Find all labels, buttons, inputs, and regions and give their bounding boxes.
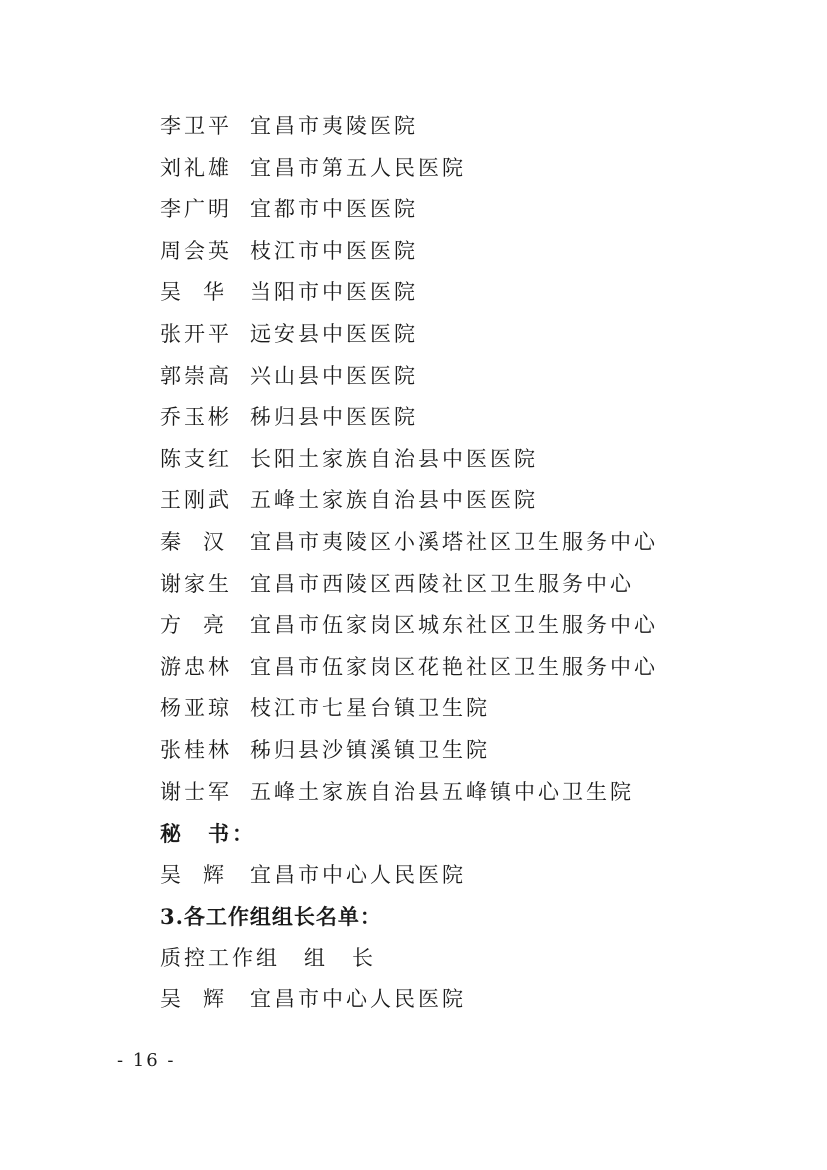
group-title-row [160, 938, 780, 980]
member-name: 周会英 [160, 238, 232, 263]
member-institution: 枝江市中医医院 [250, 238, 418, 263]
member-institution: 长阳土家族自治县中医医院 [250, 446, 538, 471]
member-institution: 当阳市中医医院 [250, 280, 418, 305]
member-row [160, 647, 780, 689]
member-institution: 兴山县中医医院 [250, 363, 418, 388]
member-row [160, 314, 780, 356]
page-number: - 16 - [117, 1050, 176, 1071]
secretary-row [160, 855, 780, 897]
member-institution: 宜昌市夷陵医院 [250, 114, 418, 138]
member-institution: 远安县中医医院 [250, 321, 418, 346]
name-char: 吴 [160, 280, 181, 305]
member-row [160, 231, 780, 273]
secretary-institution: 宜昌市中心人民医院 [250, 862, 466, 887]
name-char: 秦 [160, 529, 181, 554]
member-institution: 宜都市中医医院 [250, 197, 418, 222]
member-name: 李卫平 [160, 114, 232, 138]
member-row [160, 688, 780, 730]
member-name: 杨亚琼 [160, 696, 232, 721]
member-row [160, 522, 780, 564]
member-name: 刘礼雄 [160, 155, 232, 180]
name-char: 方 [160, 613, 181, 638]
document-body [160, 106, 780, 1021]
member-name: 谢士军 [160, 779, 232, 804]
member-name: 陈支红 [160, 446, 232, 471]
group-title: 质控工作组 组 长 [160, 945, 376, 970]
member-row [160, 480, 780, 522]
member-institution: 宜昌市伍家岗区花艳社区卫生服务中心 [250, 654, 658, 679]
section-heading-row [160, 896, 780, 938]
member-institution: 五峰土家族自治县中医医院 [250, 488, 538, 513]
member-name: 张开平 [160, 321, 232, 346]
member-name: 郭崇高 [160, 363, 232, 388]
member-institution: 秭归县沙镇溪镇卫生院 [250, 737, 490, 762]
member-row [160, 189, 780, 231]
member-row [160, 772, 780, 814]
group-leader-row [160, 979, 780, 1021]
member-name: 游忠林 [160, 654, 232, 679]
member-institution: 宜昌市第五人民医院 [250, 155, 466, 180]
group-leader-name [160, 979, 224, 1021]
member-institution: 秭归县中医医院 [250, 405, 418, 430]
name-char: 吴 [160, 987, 181, 1012]
member-row [160, 439, 780, 481]
name-char: 吴 [160, 862, 181, 887]
secretary-label-row [160, 813, 780, 855]
member-name [160, 522, 224, 564]
name-char: 辉 [203, 862, 224, 887]
member-row [160, 730, 780, 772]
member-row [160, 605, 780, 647]
member-institution: 宜昌市夷陵区小溪塔社区卫生服务中心 [250, 529, 658, 554]
member-name [160, 605, 224, 647]
group-leader-institution: 宜昌市中心人民医院 [250, 987, 466, 1012]
member-row [160, 272, 780, 314]
member-name: 谢家生 [160, 571, 232, 596]
member-row [160, 148, 780, 190]
member-name: 李广明 [160, 197, 232, 222]
member-name [160, 272, 224, 314]
member-institution: 枝江市七星台镇卫生院 [250, 696, 490, 721]
member-institution: 宜昌市西陵区西陵社区卫生服务中心 [250, 571, 634, 596]
member-row [160, 564, 780, 606]
member-name: 乔玉彬 [160, 405, 232, 430]
member-institution: 宜昌市伍家岗区城东社区卫生服务中心 [250, 613, 658, 638]
name-char: 华 [203, 280, 224, 305]
name-char: 汉 [203, 529, 224, 554]
member-list [160, 106, 780, 813]
member-row [160, 106, 780, 148]
member-name: 张桂林 [160, 737, 232, 762]
member-institution: 五峰土家族自治县五峰镇中心卫生院 [250, 779, 634, 804]
member-name: 王刚武 [160, 488, 232, 513]
secretary-label: 秘 书： [160, 821, 256, 847]
name-char: 辉 [203, 987, 224, 1012]
member-row [160, 397, 780, 439]
name-char: 亮 [203, 613, 224, 638]
section-heading: 3.各工作组组长名单： [160, 904, 382, 930]
secretary-name [160, 855, 224, 897]
member-row [160, 356, 780, 398]
